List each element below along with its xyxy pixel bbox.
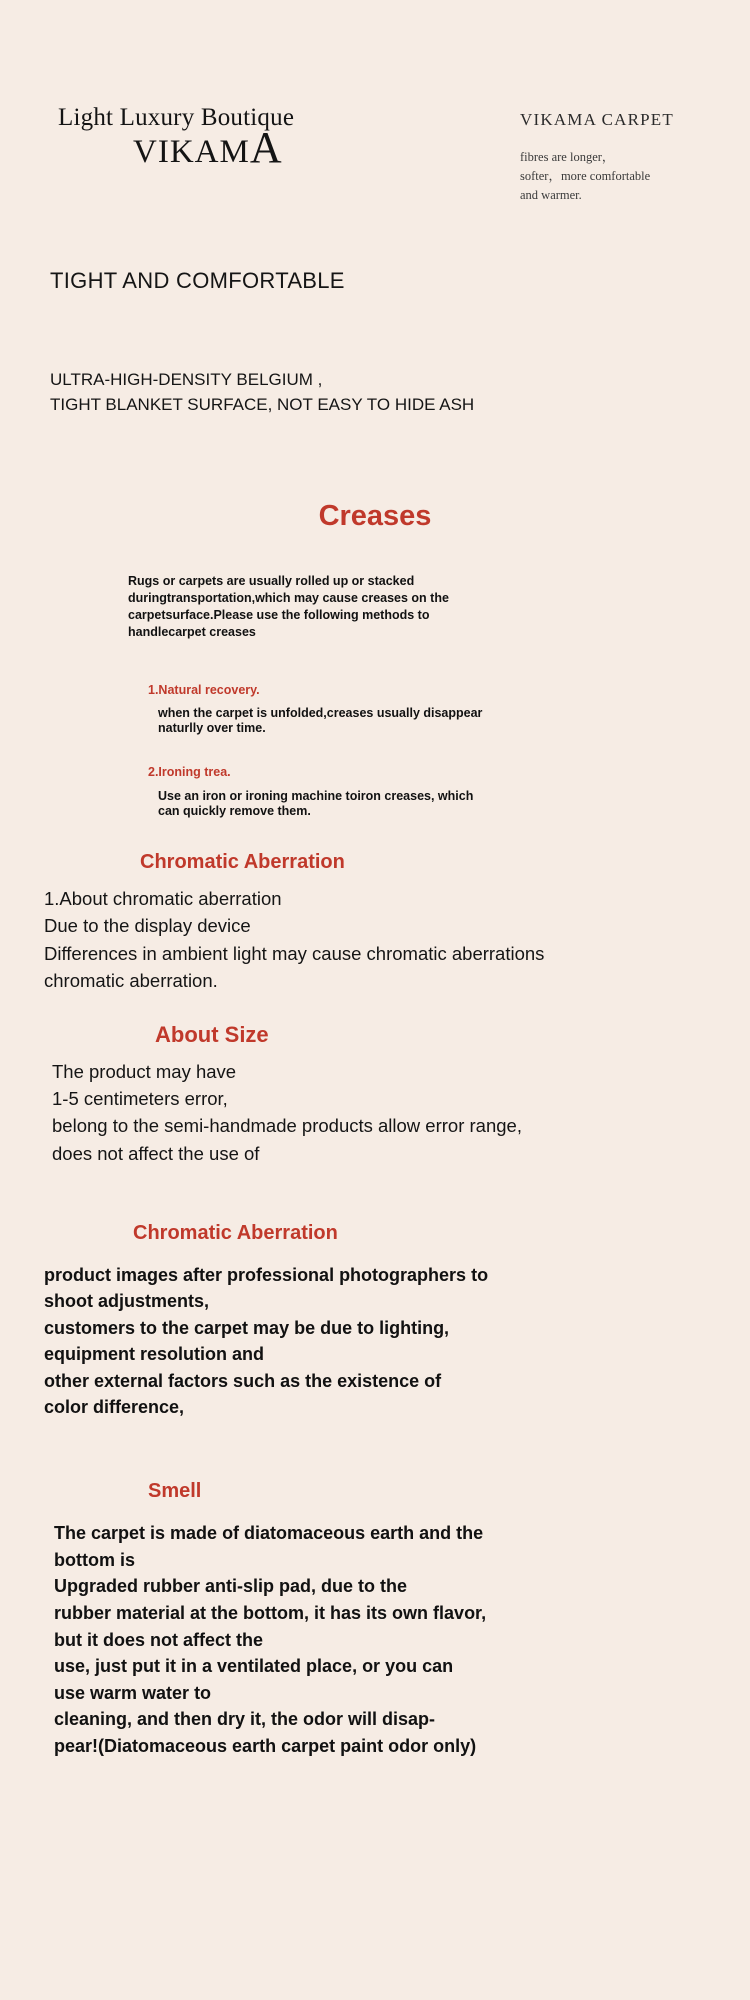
chromatic-aberration-2-body <box>44 1262 744 1421</box>
brand-name-suffix: A <box>249 123 283 172</box>
about-size-line-3: belong to the semi-handmade products allow error range, <box>52 1115 522 1137</box>
about-size-line-4: does not affect the use of <box>52 1142 260 1164</box>
chromatic-aberration-1-body <box>44 885 734 995</box>
smell-line-9: pear!(Diatomaceous earth carpet paint odor only) <box>54 1736 477 1756</box>
smell-line-8: cleaning, and then dry it, the odor will disap- <box>54 1709 436 1730</box>
creases-item-2-title: 2.Ironing trea. <box>148 765 231 779</box>
creases-section-title: Creases <box>318 500 432 532</box>
smell-section-body <box>54 1520 744 1760</box>
chromatic-aberration-1-line-2: Due to the display device <box>44 915 251 937</box>
creases-item-2-body <box>158 789 608 819</box>
smell-line-4: rubber material at the bottom, it has its own flavor, <box>54 1602 487 1623</box>
creases-intro-line-1: Rugs or carpets are usually rolled up or stacked <box>128 574 415 588</box>
smell-line-7: use warm water to <box>54 1682 212 1703</box>
chromatic-aberration-1-line-4: chromatic aberration. <box>44 970 218 992</box>
brand-secondary-block <box>520 110 720 204</box>
brand-right-description <box>520 148 720 204</box>
about-size-body <box>52 1058 750 1167</box>
smell-line-1: The carpet is made of diatomaceous earth and the <box>54 1523 484 1543</box>
chromatic-aberration-1-line-3: Differences in ambient light may cause chromatic aberrations <box>44 942 545 964</box>
subheadline-line-2: TIGHT BLANKET SURFACE, NOT EASY TO HIDE ASH <box>50 394 475 414</box>
brand-logo-block <box>58 105 388 170</box>
chromatic-aberration-2-title: Chromatic Aberration <box>133 1222 338 1244</box>
creases-item-1-line-2: naturlly over time. <box>158 721 266 735</box>
about-size-title: About Size <box>155 1022 269 1047</box>
brand-name <box>133 123 388 172</box>
creases-intro <box>128 573 558 641</box>
subheadline-line-1: ULTRA-HIGH-DENSITY BELGIUM , <box>50 370 323 389</box>
brand-tagline: Light Luxury Boutique <box>58 104 295 131</box>
smell-line-3: Upgraded rubber anti-slip pad, due to the <box>54 1576 408 1597</box>
creases-item-1-title: 1.Natural recovery. <box>148 683 260 697</box>
about-size-line-2: 1-5 centimeters error, <box>52 1088 228 1110</box>
creases-intro-line-4: handlecarpet creases <box>128 624 256 639</box>
creases-item-2-line-2: can quickly remove them. <box>158 804 311 818</box>
smell-section-title: Smell <box>148 1480 202 1502</box>
chromatic-aberration-2-line-1: product images after professional photographers to <box>44 1265 489 1285</box>
creases-item-2-line-1: Use an iron or ironing machine toiron creases, which <box>158 789 474 803</box>
chromatic-aberration-1-line-1: 1.About chromatic aberration <box>44 888 282 909</box>
creases-item-1-line-1: when the carpet is unfolded,creases usually disappear <box>158 706 483 720</box>
chromatic-aberration-2-line-4: equipment resolution and <box>44 1344 265 1365</box>
smell-line-2: bottom is <box>54 1549 135 1570</box>
brand-name-prefix: VIKAM <box>133 134 250 170</box>
smell-line-6: use, just put it in a ventilated place, or you can <box>54 1656 454 1677</box>
headline: TIGHT AND COMFORTABLE <box>50 268 345 293</box>
brand-right-line-1: fibres are longer， <box>520 150 615 164</box>
chromatic-aberration-2-line-6: color difference, <box>44 1397 185 1418</box>
chromatic-aberration-1-title: Chromatic Aberration <box>140 851 345 873</box>
smell-line-5: but it does not affect the <box>54 1629 263 1650</box>
chromatic-aberration-2-line-5: other external factors such as the existence of <box>44 1370 442 1391</box>
creases-item-1-body <box>158 706 608 736</box>
creases-intro-line-3: carpetsurface.Please use the following methods to <box>128 607 430 622</box>
brand-right-title: VIKAMA CARPET <box>520 110 674 129</box>
brand-right-line-2: softer，more comfortable <box>520 168 651 183</box>
chromatic-aberration-2-line-2: shoot adjustments, <box>44 1291 210 1312</box>
subheadline <box>50 368 474 417</box>
creases-intro-line-2: duringtransportation,which may cause creases on the <box>128 590 449 605</box>
chromatic-aberration-2-line-3: customers to the carpet may be due to lighting, <box>44 1317 450 1338</box>
brand-right-line-3: and warmer. <box>520 187 582 202</box>
about-size-line-1: The product may have <box>52 1061 237 1082</box>
